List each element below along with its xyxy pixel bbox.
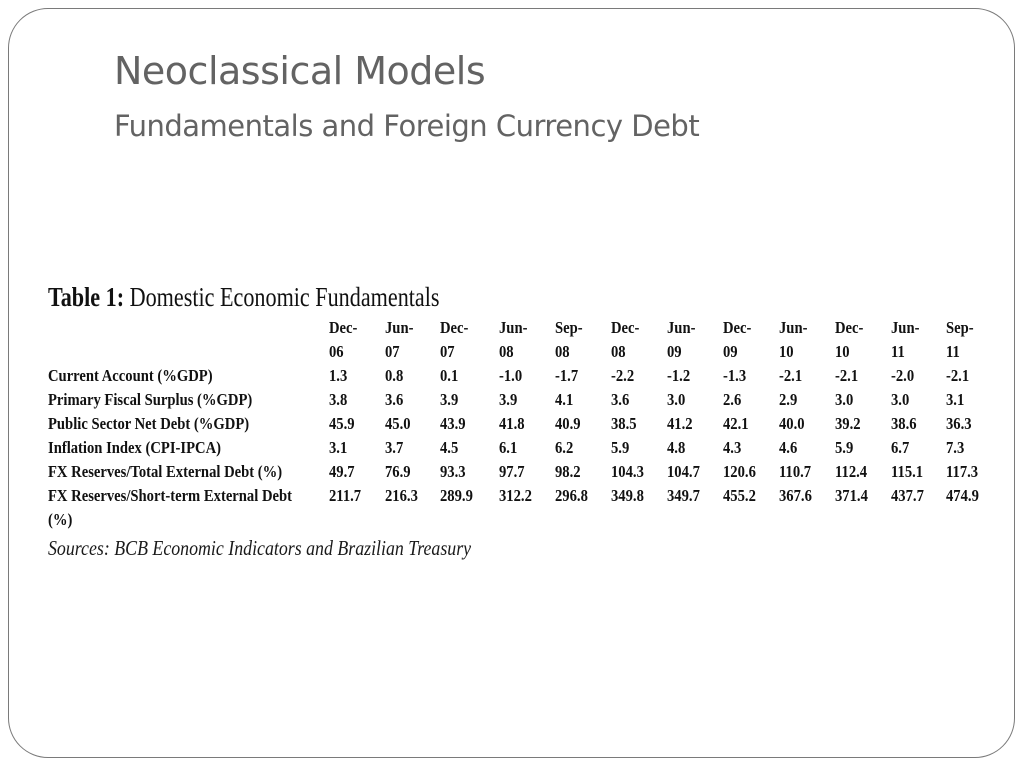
table-cell: -1.2 <box>667 366 691 385</box>
table-cell: 4.6 <box>779 438 798 457</box>
table-cell: 38.5 <box>611 414 637 433</box>
table-caption <box>48 280 440 314</box>
table-cell: 0.1 <box>440 366 459 385</box>
row-label: Current Account (%GDP) <box>48 366 213 385</box>
table-cell: 49.7 <box>329 462 355 481</box>
table-cell: 115.1 <box>891 462 924 481</box>
column-header-month: Dec- <box>329 318 358 337</box>
column-header-year: 06 <box>329 342 344 361</box>
table-cell: 117.3 <box>946 462 979 481</box>
table-cell: 40.0 <box>779 414 805 433</box>
table-cell: 45.9 <box>329 414 355 433</box>
row-label: Inflation Index (CPI-IPCA) <box>48 438 222 457</box>
table-cell: 3.6 <box>385 390 404 409</box>
table-cell: 3.0 <box>667 390 686 409</box>
table-cell: 3.7 <box>385 438 404 457</box>
row-label: Public Sector Net Debt (%GDP) <box>48 414 250 433</box>
column-header-year: 08 <box>555 342 570 361</box>
table-cell: 36.3 <box>946 414 972 433</box>
column-header-year: 07 <box>440 342 455 361</box>
table-cell: 2.9 <box>779 390 798 409</box>
table-cell: 349.8 <box>611 486 644 505</box>
table-cell: 312.2 <box>499 486 532 505</box>
column-header-month: Jun- <box>667 318 696 337</box>
table-cell: 455.2 <box>723 486 756 505</box>
table-cell: 98.2 <box>555 462 581 481</box>
table-cell: 112.4 <box>835 462 868 481</box>
column-header-year: 08 <box>611 342 626 361</box>
table-cell: 3.6 <box>611 390 630 409</box>
table-cell: 216.3 <box>385 486 418 505</box>
table-cell: 5.9 <box>835 438 854 457</box>
table-cell: -2.1 <box>779 366 803 385</box>
table-cell: 3.1 <box>329 438 348 457</box>
column-header-month: Sep- <box>555 318 583 337</box>
table-caption-text: Domestic Economic Fundamentals <box>129 282 440 312</box>
table-cell: 2.6 <box>723 390 742 409</box>
column-header-month: Dec- <box>723 318 752 337</box>
column-header-month: Jun- <box>891 318 920 337</box>
table-cell: -2.1 <box>835 366 859 385</box>
table-cell: -1.3 <box>723 366 747 385</box>
table-cell: 4.3 <box>723 438 742 457</box>
column-header-month: Jun- <box>385 318 414 337</box>
table-cell: 41.8 <box>499 414 525 433</box>
table-cell: 39.2 <box>835 414 861 433</box>
table-cell: 45.0 <box>385 414 411 433</box>
column-header-month: Dec- <box>835 318 864 337</box>
row-label: FX Reserves/Total External Debt (%) <box>48 462 283 481</box>
table-cell: -1.0 <box>499 366 523 385</box>
column-header-year: 11 <box>891 342 905 361</box>
table-cell: 211.7 <box>329 486 362 505</box>
table-cell: 120.6 <box>723 462 756 481</box>
table-cell: 76.9 <box>385 462 411 481</box>
column-header-year: 10 <box>835 342 850 361</box>
table-cell: 110.7 <box>779 462 812 481</box>
column-header-year: 11 <box>946 342 960 361</box>
table-cell: 4.5 <box>440 438 459 457</box>
table-cell: 38.6 <box>891 414 917 433</box>
table-cell: -1.7 <box>555 366 579 385</box>
table-cell: 5.9 <box>611 438 630 457</box>
row-label: Primary Fiscal Surplus (%GDP) <box>48 390 253 409</box>
row-label: FX Reserves/Short-term External Debt <box>48 486 293 505</box>
column-header-year: 10 <box>779 342 794 361</box>
table-cell: 97.7 <box>499 462 525 481</box>
table-cell: 349.7 <box>667 486 700 505</box>
table-cell: 474.9 <box>946 486 979 505</box>
table-cell: 7.3 <box>946 438 965 457</box>
table-cell: 41.2 <box>667 414 693 433</box>
column-header-month: Dec- <box>611 318 640 337</box>
table-cell: 4.1 <box>555 390 574 409</box>
table-cell: -2.0 <box>891 366 915 385</box>
table-cell: 3.9 <box>499 390 518 409</box>
table-cell: -2.2 <box>611 366 635 385</box>
slide-title: Neoclassical Models <box>114 49 486 93</box>
table-cell: 367.6 <box>779 486 812 505</box>
table-cell: 104.3 <box>611 462 644 481</box>
table-cell: 3.1 <box>946 390 965 409</box>
table-cell: 437.7 <box>891 486 924 505</box>
table-cell: 42.1 <box>723 414 749 433</box>
table-cell: 289.9 <box>440 486 473 505</box>
table-cell: 371.4 <box>835 486 868 505</box>
table-cell: 3.8 <box>329 390 348 409</box>
column-header-month: Sep- <box>946 318 974 337</box>
table-cell: 6.7 <box>891 438 910 457</box>
table-cell: 3.0 <box>891 390 910 409</box>
column-header-year: 09 <box>723 342 738 361</box>
table-cell: 43.9 <box>440 414 466 433</box>
table-cell: -2.1 <box>946 366 970 385</box>
column-header-year: 08 <box>499 342 514 361</box>
table-cell: 104.7 <box>667 462 700 481</box>
table-cell: 4.8 <box>667 438 686 457</box>
table-cell: 3.9 <box>440 390 459 409</box>
column-header-month: Jun- <box>779 318 808 337</box>
table-sources: Sources: BCB Economic Indicators and Brazilian Treasury <box>48 536 472 560</box>
table-cell: 40.9 <box>555 414 581 433</box>
column-header-month: Dec- <box>440 318 469 337</box>
table-cell: 3.0 <box>835 390 854 409</box>
table-cell: 93.3 <box>440 462 466 481</box>
table-cell: 6.2 <box>555 438 574 457</box>
table-cell: 1.3 <box>329 366 348 385</box>
table-cell: 6.1 <box>499 438 518 457</box>
table-cell: 0.8 <box>385 366 404 385</box>
column-header-month: Jun- <box>499 318 528 337</box>
table-cell: 296.8 <box>555 486 588 505</box>
table-caption-label: Table 1: <box>48 282 125 312</box>
column-header-year: 07 <box>385 342 400 361</box>
column-header-year: 09 <box>667 342 682 361</box>
slide-subtitle: Fundamentals and Foreign Currency Debt <box>114 109 700 143</box>
row-label-continued: (%) <box>48 510 73 529</box>
